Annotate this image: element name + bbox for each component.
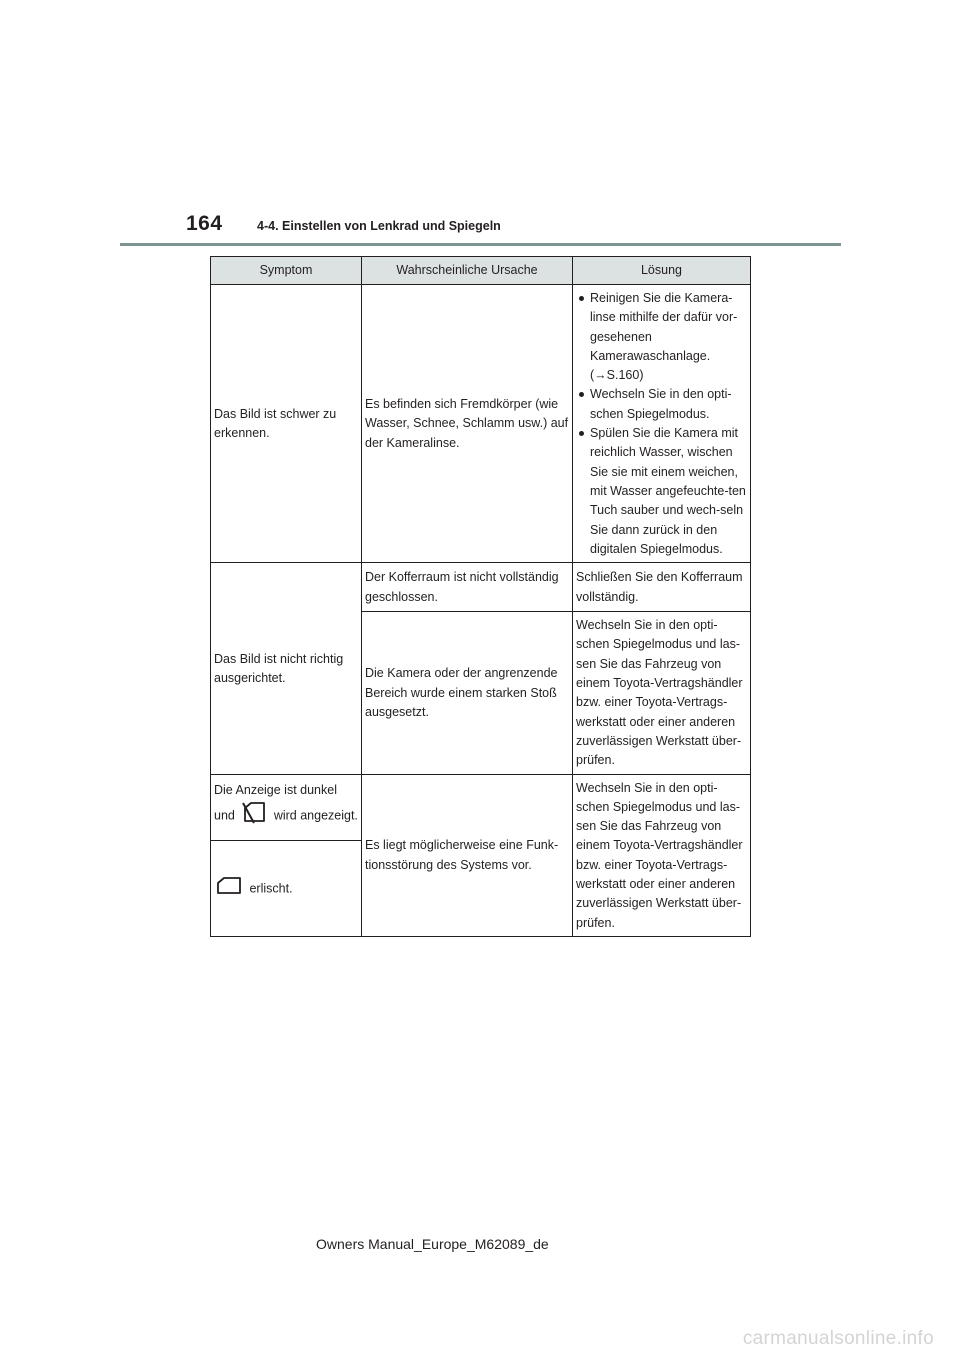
symptom-cell: Das Bild ist schwer zu erkennen. <box>211 285 362 563</box>
page-number: 164 <box>186 212 223 235</box>
solution-item: Wechseln Sie in den opti-schen Spiegelmodus. <box>576 385 747 424</box>
column-header-solution: Lösung <box>573 257 751 285</box>
mirror-icon <box>216 877 242 901</box>
cause-cell: Die Kamera oder der angrenzende Bereich wurde einem starken Stoß ausgesetzt. <box>362 612 573 774</box>
solution-list <box>576 289 747 559</box>
column-header-cause: Wahrscheinliche Ursache <box>362 257 573 285</box>
cause-cell: Es liegt möglicherweise eine Funk-tionsstörung des Systems vor. <box>362 774 573 936</box>
symptom-suffix: wird angezeigt. <box>273 808 358 823</box>
cause-cell: Der Kofferraum ist nicht vollständig geschlossen. <box>362 563 573 612</box>
symptom-cell: Das Bild ist nicht richtig ausgerichtet. <box>211 563 362 774</box>
column-header-symptom: Symptom <box>211 257 362 285</box>
table-row <box>211 563 751 612</box>
watermark: carmanualsonline.info <box>742 1328 934 1349</box>
symptom-prefix: und <box>214 808 235 823</box>
symptom-cell <box>211 840 362 936</box>
solution-item: Reinigen Sie die Kamera-linse mithilfe der dafür vor-gesehenen Kamerawaschanlage. (→S.160) <box>576 289 747 385</box>
symptom-line: Die Anzeige ist dunkel <box>214 782 337 797</box>
symptom-cell <box>211 774 362 840</box>
cause-cell: Es befinden sich Fremdkörper (wie Wasser, Schnee, Schlamm usw.) auf der Kameralinse. <box>362 285 573 563</box>
table-header-row <box>211 257 751 285</box>
solution-item: Spülen Sie die Kamera mit reichlich Wasser, wischen Sie sie mit einem weichen, mit Wasser angefeuchte-ten Tuch sauber und wech-seln Sie dann zurück in den digitalen Spiegelmodus. <box>576 424 747 559</box>
symptom-suffix: erlischt. <box>249 881 293 896</box>
solution-cell: Wechseln Sie in den opti-schen Spiegelmodus und las-sen Sie das Fahrzeug von einem Toyota-Vertragshändler bzw. einer Toyota-Vertrags-werkstatt oder einer anderen zuverlässigen Werkstatt über-prüfen. <box>573 612 751 774</box>
solution-cell: Schließen Sie den Kofferraum vollständig. <box>573 563 751 612</box>
table-row <box>211 774 751 840</box>
mirror-off-icon <box>242 802 266 830</box>
symptom-line <box>214 802 358 830</box>
section-title: 4-4. Einstellen von Lenkrad und Spiegeln <box>257 219 501 233</box>
solution-cell <box>573 285 751 563</box>
troubleshooting-table <box>210 256 751 937</box>
solution-cell: Wechseln Sie in den opti-schen Spiegelmodus und las-sen Sie das Fahrzeug von einem Toyota-Vertragshändler bzw. einer Toyota-Vertrags-werkstatt oder einer anderen zuverlässigen Werkstatt über-prüfen. <box>573 774 751 936</box>
header-rule <box>120 243 841 246</box>
table-row <box>211 285 751 563</box>
footer-text: Owners Manual_Europe_M62089_de <box>316 1236 549 1252</box>
